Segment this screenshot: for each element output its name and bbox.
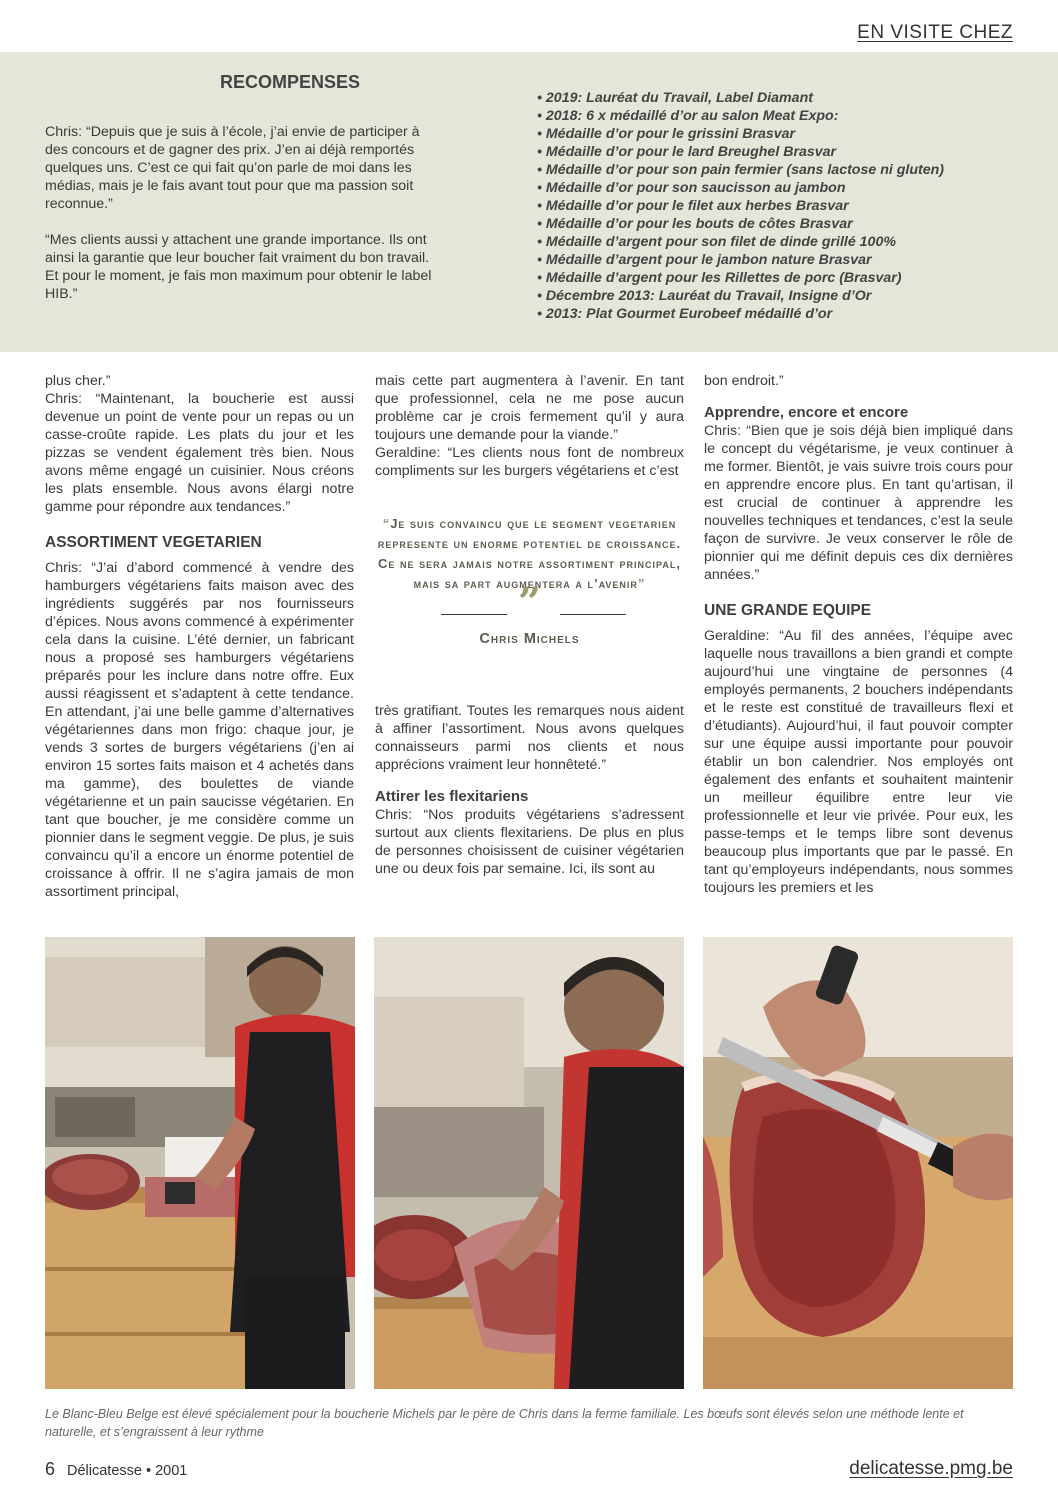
open-quote-mark: “ <box>382 516 391 531</box>
section-heading: ASSORTIMENT VEGETARIEN <box>45 534 262 551</box>
photo-knife-closeup <box>703 937 1013 1389</box>
magazine-issue: Délicatesse • 2001 <box>67 1463 188 1479</box>
award-item: • Médaille d’or pour son pain fermier (sans lactose ni gluten) <box>537 161 1017 179</box>
rewards-paragraph: Chris: “Depuis que je suis à l’école, j’ai envie de participer à des concours et de gagner des prix. J’en ai déjà remportés quelques uns. C’est ce qui fait qu’on parle de moi dans les médias, mais je le fais avant tout pour que ma passion soit reconnue.” <box>45 124 420 212</box>
body-paragraph: bon endroit.” <box>704 373 784 389</box>
section-heading: Apprendre, encore et encore <box>704 404 909 421</box>
divider-line <box>441 614 507 615</box>
quote-author: Chris Michels <box>479 631 580 647</box>
article-column-2 <box>375 372 684 878</box>
award-item: • Médaille d’or pour le filet aux herbes Brasvar <box>537 197 1017 215</box>
award-item: • 2018: 6 x médaillé d’or au salon Meat Expo: <box>537 107 1017 125</box>
body-paragraph: Geraldine: “Les clients nous font de nombreux compliments sur les burgers végétariens et c’est <box>375 445 684 479</box>
photo-butcher-counter-image <box>45 937 355 1389</box>
website-link[interactable]: delicatesse.pmg.be <box>849 1458 1013 1479</box>
pull-quote-text: Je suis convaincu que le segment vegetarien represente un enorme potentiel de croissance. Ce ne sera jamais notre assortiment principal, mais sa part augmentera a l’avenir <box>377 516 682 591</box>
award-item: • Médaille d’or pour le grissini Brasvar <box>537 125 1017 143</box>
body-paragraph: Chris: “Bien que je sois déjà bien impliqué dans le concept du végétarisme, je veux continuer à me former. Bientôt, je vais suivre trois cours pour en apprendre encore plus. En tant qu’artisan, il est crucial de continuer à apprendre les nouvelles techniques et tendances, c’est la seule façon de survivre. Je veux conserver le rôle de pionnier qui me définit depuis ces dix dernières années.” <box>704 423 1013 583</box>
rewards-paragraph: “Mes clients aussi y attachent une grande importance. Ils ont ainsi la garantie que leur boucher fait vraiment du bon travail. Et pour le moment, je fais mon maximum pour obtenir le label HIB.” <box>45 232 432 302</box>
body-paragraph: très gratifiant. Toutes les remarques nous aident à affiner l’assortiment. Nous avons quelques connaisseurs parmi nos clients et nous apprécions vraiment leur honnêteté.” <box>375 703 684 773</box>
rewards-text <box>45 123 445 321</box>
photo-butcher-counter <box>45 937 355 1389</box>
body-paragraph: plus cher.” <box>45 373 111 389</box>
photo-caption: Le Blanc-Bleu Belge est élevé spécialement pour la boucherie Michels par le père de Chris dans la ferme familiale. Les bœufs sont élevés selon une méthode lente et naturelle, et s’engraissent à leur rythme <box>45 1407 964 1439</box>
quote-divider <box>375 579 684 628</box>
award-item: • Médaille d’argent pour son filet de dinde grillé 100% <box>537 233 1017 251</box>
award-item: • 2019: Lauréat du Travail, Label Diamant <box>537 89 1017 107</box>
article-column-1 <box>45 372 354 901</box>
footer-page-info <box>45 1459 187 1480</box>
section-label: EN VISITE CHEZ <box>857 22 1013 43</box>
award-item: • Médaille d’or pour son saucisson au jambon <box>537 179 1017 197</box>
article-column-3 <box>704 372 1013 897</box>
photo-butcher-cutting <box>374 937 684 1389</box>
photo-knife-closeup-image <box>703 937 1013 1389</box>
award-item: • Médaille d’or pour le lard Breughel Brasvar <box>537 143 1017 161</box>
quote-icon: ” <box>517 579 541 626</box>
body-paragraph: Chris: “Maintenant, la boucherie est aussi devenue un point de vente pour un repas ou un casse-croûte rapide. Les plats du jour et les pizzas se vendent également très bien. Nous avons même engagé un cuisinier. Nous créons les plats ensemble. Nous avons élargi notre gamme pour répondre aux tendances.” <box>45 391 354 515</box>
award-item: • Médaille d’or pour les bouts de côtes Brasvar <box>537 215 1017 233</box>
award-item: • Décembre 2013: Lauréat du Travail, Insigne d’Or <box>537 287 1017 305</box>
divider-line <box>560 614 626 615</box>
rewards-title: RECOMPENSES <box>220 72 361 92</box>
award-item: • Médaille d’argent pour les Rillettes de porc (Brasvar) <box>537 269 1017 287</box>
close-quote-mark: ” <box>637 576 646 591</box>
body-paragraph: Chris: “Nos produits végétariens s’adressent surtout aux clients flexitariens. De plus en plus de personnes choisissent de cuisiner végétarien une ou deux fois par semaine. Ici, ils sont au <box>375 807 684 877</box>
section-heading: UNE GRANDE EQUIPE <box>704 602 872 619</box>
page-number: 6 <box>45 1459 56 1479</box>
body-paragraph: mais cette part augmentera à l’avenir. En tant que professionnel, cela ne me pose aucun problème car je crois fermement qu’il y aura toujours une demande pour la viande.” <box>375 373 684 443</box>
photo-butcher-cutting-image <box>374 937 684 1389</box>
body-paragraph: Chris: “J’ai d’abord commencé à vendre des hamburgers végétariens faits maison avec des ingrédients suggérés par nos fournisseurs d’épices. Nous avons commencé à expérimenter cela dans la cuisine. L’été dernier, un fabricant nous a proposé ses hamburgers végétariens préparés pour les inclure dans notre offre. Eux aussi réagissent et s’adaptent à cette tendance. En attendant, j’ai une belle gamme d’alternatives végétariennes dans mon frigo: chaque jour, je vends 3 sortes de burgers végétariens (j’en ai environ 15 sortes faits maison et 4 achetés dans ma gamme), des boulettes de viande végétarienne et un pain saucisse végétarien. En tant que boucher, je me considère comme un pionnier dans le segment veggie. De plus, je suis convaincu qu’il a encore un énorme potentiel de croissance à offrir. Il ne s’agira jamais de mon assortiment principal, <box>45 560 354 900</box>
section-heading: Attirer les flexitariens <box>375 788 529 805</box>
award-item: • Médaille d’argent pour le jambon nature Brasvar <box>537 251 1017 269</box>
award-item: • 2013: Plat Gourmet Eurobeef médaillé d’or <box>537 305 1017 323</box>
awards-list <box>537 89 1017 323</box>
body-paragraph: Geraldine: “Au fil des années, l’équipe avec laquelle nous travaillons a bien grandi et compte aujourd’hui une vingtaine de personnes (4 employés permanents, 2 bouchers indépendants et le reste est constitué de travailleurs flexi et d’étudiants). Aujourd’hui, il faut pouvoir compter sur une équipe aussi importante pour pouvoir établir un bon calendrier. Nos employés ont également des enfants et souhaitent maintenir un meilleur équilibre entre leur vie professionnelle et leur vie privée. Pour eux, les passe-temps et le temps libre sont devenus beaucoup plus importants que par le passé. En tant qu’employeurs indépendants, nous sommes toujours les premiers et les <box>704 628 1013 896</box>
